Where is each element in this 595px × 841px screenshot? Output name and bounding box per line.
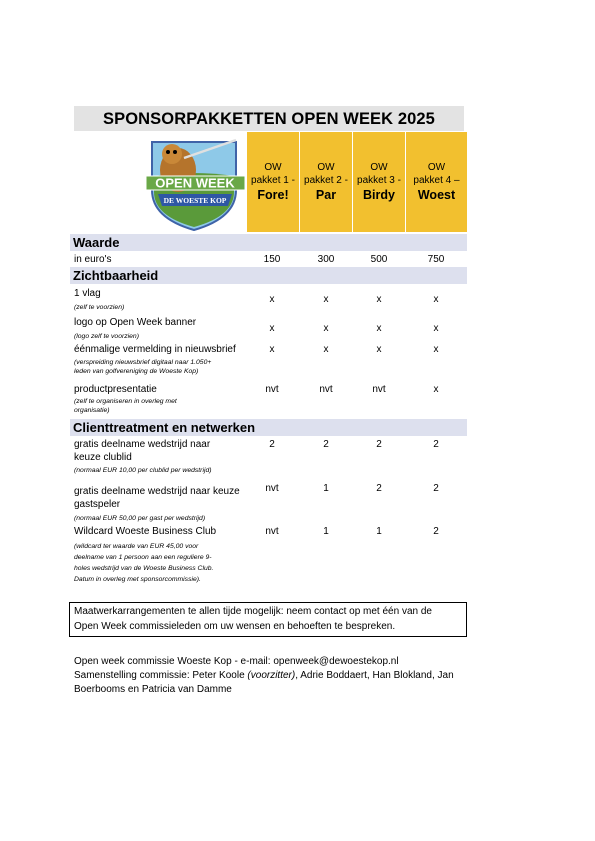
footer-committee-prefix: Samenstelling commissie: Peter Koole [74, 670, 248, 681]
value-gast-3: 2 [376, 483, 382, 494]
custom-arrangement-note [69, 602, 467, 637]
row-note-wildcard-4: Datum in overleg met sponsorcommissie). [74, 576, 201, 583]
footer-committee [74, 668, 464, 683]
open-week-logo [144, 134, 247, 232]
row-note-wildcard-1: (wildcard ter waarde van EUR 45,00 voor [74, 543, 199, 550]
row-label-gast-1: gratis deelname wedstrijd naar keuze [74, 486, 240, 497]
section-waarde: Waarde [70, 234, 467, 251]
value-vlag-1: x [269, 294, 275, 305]
value-clublid-4: 2 [433, 439, 439, 450]
value-clublid-3: 2 [376, 439, 382, 450]
footer-committee-role: (voorzitter) [247, 670, 296, 681]
value-vlag-3: x [376, 294, 382, 305]
row-note-clublid: (normaal EUR 10,00 per clublid per wedstrijd) [74, 467, 212, 474]
row-note-banner: (logo zelf te voorzien) [74, 333, 139, 340]
footer-committee-line-2: Boerbooms en Patricia van Damme [74, 684, 232, 695]
value-nieuwsbrief-1: x [269, 344, 275, 355]
custom-arrangement-line-2: Open Week commissieleden om uw wensen en behoeften te bespreken. [74, 621, 396, 632]
row-label-productpresentatie: productpresentatie [74, 384, 157, 395]
value-waarde-1: 150 [263, 254, 281, 265]
value-gast-2: 1 [323, 483, 329, 494]
value-wildcard-3: 1 [376, 526, 382, 537]
page-title: SPONSORPAKKETTEN OPEN WEEK 2025 [74, 106, 464, 131]
value-wildcard-1: nvt [265, 526, 279, 537]
row-label-clublid-1: gratis deelname wedstrijd naar [74, 439, 211, 450]
footer-contact: Open week commissie Woeste Kop - e-mail: openweek@dewoestekop.nl [74, 656, 399, 667]
value-clublid-2: 2 [323, 439, 329, 450]
value-vlag-2: x [323, 294, 329, 305]
logo-text-woeste-kop: DE WOESTE KOP [163, 196, 227, 205]
row-label-banner: logo op Open Week banner [74, 317, 197, 328]
value-banner-3: x [376, 323, 382, 334]
package-header-4 [406, 132, 467, 232]
row-note-nieuwsbrief-1: (verspreiding nieuwsbrief digitaal naar 1.050+ [74, 359, 212, 366]
package-3-name: Birdy [363, 188, 395, 202]
package-header-1 [247, 132, 299, 232]
footer-committee-rest: , Adrie Boddaert, Han Blokland, Jan [295, 670, 454, 681]
package-4-number: pakket 4 – [413, 175, 460, 186]
row-label-gast-2: gastspeler [74, 499, 121, 510]
value-banner-1: x [269, 323, 275, 334]
row-note-product-1: (zelf te organiseren in overleg met [74, 398, 177, 405]
package-3-prefix: OW [370, 162, 388, 173]
row-label-vlag: 1 vlag [74, 288, 101, 299]
package-header-3 [353, 132, 405, 232]
package-4-prefix: OW [427, 162, 446, 173]
value-clublid-1: 2 [269, 439, 275, 450]
section-clienttreatment: Clienttreatment en netwerken [70, 419, 467, 436]
package-2-number: pakket 2 - [304, 175, 348, 186]
value-nieuwsbrief-2: x [323, 344, 329, 355]
value-wildcard-4: 2 [433, 526, 439, 537]
value-waarde-2: 300 [317, 254, 335, 265]
logo-text-open-week: OPEN WEEK [155, 175, 235, 191]
value-vlag-4: x [433, 294, 439, 305]
package-4-name: Woest [417, 188, 456, 202]
value-waarde-4: 750 [427, 254, 445, 265]
row-label-nieuwsbrief: éénmalige vermelding in nieuwsbrief [74, 344, 236, 355]
value-waarde-3: 500 [370, 254, 388, 265]
value-product-3: nvt [372, 384, 386, 395]
row-note-nieuwsbrief-2: leden van golfvereniging de Woeste Kop) [74, 368, 199, 375]
row-note-wildcard-2: deelname van 1 persoon aan een reguliere 9- [74, 554, 212, 561]
row-note-gast: (normaal EUR 50,00 per gast per wedstrijd) [74, 515, 206, 522]
row-note-wildcard-3: holes wedstrijd van de Woeste Business Club. [74, 565, 214, 572]
value-wildcard-2: 1 [323, 526, 329, 537]
value-product-4: x [433, 384, 439, 395]
value-banner-4: x [433, 323, 439, 334]
package-3-number: pakket 3 - [357, 175, 401, 186]
section-zichtbaarheid: Zichtbaarheid [70, 267, 467, 284]
value-gast-1: nvt [265, 483, 279, 494]
package-1-number: pakket 1 - [251, 175, 295, 186]
custom-arrangement-line-1: Maatwerkarrangementen te allen tijde mogelijk: neem contact op met één van de [74, 606, 432, 617]
row-note-vlag: (zelf te voorzien) [74, 304, 125, 311]
row-label-clublid-2: keuze clublid [74, 452, 132, 463]
package-1-prefix: OW [264, 162, 282, 173]
value-product-1: nvt [265, 384, 279, 395]
value-product-2: nvt [319, 384, 333, 395]
value-gast-4: 2 [433, 483, 439, 494]
package-2-name: Par [315, 188, 337, 202]
row-note-product-2: organisatie) [74, 407, 110, 414]
value-banner-2: x [323, 323, 329, 334]
row-label-euros: in euro's [74, 254, 112, 265]
row-label-wildcard: Wildcard Woeste Business Club [74, 526, 217, 537]
package-1-name: Fore! [257, 188, 289, 202]
value-nieuwsbrief-4: x [433, 344, 439, 355]
value-nieuwsbrief-3: x [376, 344, 382, 355]
package-2-prefix: OW [317, 162, 335, 173]
package-header-2 [300, 132, 352, 232]
